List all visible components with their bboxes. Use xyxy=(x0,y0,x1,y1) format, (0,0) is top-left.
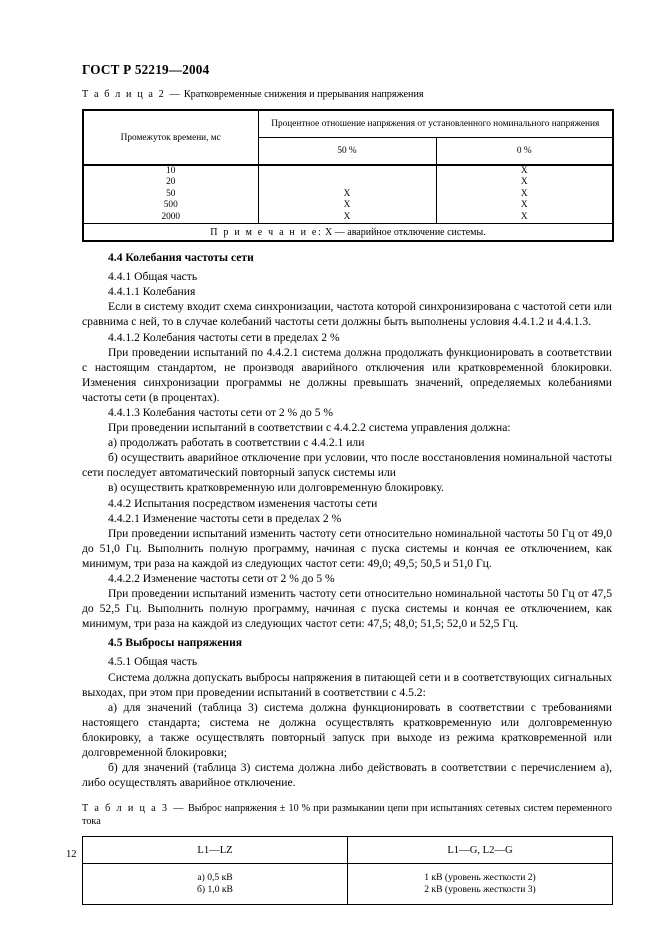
clause-4-4-1-2: 4.4.1.2 Колебания частоты сети в пределах 2 % xyxy=(108,330,340,344)
clause-4-4-2-1: 4.4.2.1 Изменение частоты сети в пределах 2 % xyxy=(108,511,342,525)
table2-col50-3: X xyxy=(343,200,351,211)
clause-4-4-2-2: 4.4.2.2 Изменение частоты сети от 2 % до 5 % xyxy=(108,572,335,585)
table2-time-4: 2000 xyxy=(161,211,181,222)
table2-time-values xyxy=(83,165,258,224)
table2-col50-0 xyxy=(259,166,436,177)
table2-header-percent: Процентное отношение напряжения от установленного номинального напряжения xyxy=(258,110,613,138)
clause-4-4-1: 4.4.1 Общая часть xyxy=(108,270,198,284)
table2-note-label: П р и м е ч а н и е: xyxy=(210,226,323,238)
table2-col50-2: X xyxy=(343,188,351,199)
list-item-4-4-1-3-a: а) продолжать работать в соответствии с 4.4.2.1 или xyxy=(108,436,365,450)
list-item-4-4-1-3-b: б) осуществить аварийное отключение при условии, что после восстановления номинальной частоты сети последует автоматический повторный запуск системы или xyxy=(82,451,612,480)
table2-body-row xyxy=(83,165,613,224)
list-item-4-5-1-a: а) для значений (таблица 3) система должна функционировать в соответствии с требованиями настоящего стандарта; система не должна осуществлять кратковременную или долговременную блокировку, а также осуществлять повторный запуск при выходе из режима кратковременной или долговременной блокировки; xyxy=(82,700,612,760)
table2-note-text: X — аварийное отключение системы. xyxy=(325,226,486,238)
page-number: 12 xyxy=(66,849,77,860)
table3-col2-1: 2 кВ (уровень жесткости 3) xyxy=(424,884,536,896)
heading-4-4: 4.4 Колебания частоты сети xyxy=(108,251,254,265)
table2-col0-3: X xyxy=(520,200,528,211)
table3-col1-0: а) 0,5 кВ xyxy=(197,872,233,884)
table2-header-sub-0: 0 % xyxy=(436,138,613,166)
table3-body-row xyxy=(83,864,613,905)
list-item-4-5-1-b: б) для значений (таблица 3) система должна либо действовать в соответствии с перечислением а), либо осуществлять аварийное отключение. xyxy=(82,761,612,790)
table2-time-3: 500 xyxy=(163,200,178,211)
clause-4-4-2: 4.4.2 Испытания посредством изменения частоты сети xyxy=(108,496,378,510)
table2-col0-0: X xyxy=(520,166,528,176)
table2-col50-values xyxy=(258,165,436,224)
paragraph-4-4-2-1: При проведении испытаний изменить частоту сети относительно номинальной частоты 50 Гц от 49,0 до 51,0 Гц. Выполнить полную программу, начиная с пуска системы и кончая ее отключением, как минимум, три раза на каждой из следующих частот сети: 49,0; 49,5; 50,5 и 51,0 Гц. xyxy=(82,526,612,570)
heading-4-5: 4.5 Выбросы напряжения xyxy=(108,636,243,650)
table3-header-col1: L1—LZ xyxy=(83,837,348,864)
paragraph-4-4-2-2: При проведении испытаний изменить частоту сети относительно номинальной частоты 50 Гц от 47,5 до 52,5 Гц. Выполнить полную программу, начиная с пуска системы и кончая ее отключением, как минимум, три раза на каждой из следующих частот сети: 47,5; 48,0; 51,5; 52,0 и 52,5 Гц. xyxy=(82,587,612,631)
list-item-4-4-1-3-v: в) осуществить кратковременную или долговременную блокировку. xyxy=(108,481,444,495)
table2 xyxy=(82,109,614,242)
table2-time-0: 10 xyxy=(166,166,176,176)
table2-caption xyxy=(82,88,612,101)
table3-header-row xyxy=(83,837,613,864)
paragraph-4-4-1-2: При проведении испытаний по 4.4.2.1 система должна продолжать функционировать в соответствии с настоящим стандартом, не производя аварийного отключения или кратковременной блокировки. Изменения синхронизации программы не должны превышать значений, определяемых колебаниями частоты сети (в процентах). xyxy=(82,345,612,404)
table2-note xyxy=(83,224,613,242)
table2-header-time: Промежуток времени, мс xyxy=(83,110,258,165)
paragraph-4-4-1-3: При проведении испытаний в соответствии с 4.4.2.2 система управления должна: xyxy=(108,421,511,435)
table3-col2-0: 1 кВ (уровень жесткости 2) xyxy=(424,872,536,884)
table3-caption-label: Т а б л и ц а 3 — xyxy=(82,803,185,815)
table3-caption xyxy=(82,802,612,828)
table3-col1-values xyxy=(83,864,348,905)
table3-col2-values xyxy=(348,864,613,905)
table2-caption-label: Т а б л и ц а 2 — xyxy=(82,89,182,100)
table2-col0-values xyxy=(436,165,613,224)
table3 xyxy=(82,836,613,905)
paragraph-4-4-1-1: Если в систему входит схема синхронизации, частота которой синхронизирована с частотой сети или сравнима с ней, то в случае колебаний частоты сети должны быть выполнены условия 4.4.1.2 и 4.4.1.3. xyxy=(82,300,612,329)
table2-header-row-1 xyxy=(83,110,613,138)
table2-col0-2: X xyxy=(520,188,528,199)
table2-header-sub-50: 50 % xyxy=(258,138,436,166)
table3-col1-1: б) 1,0 кВ xyxy=(197,884,233,896)
table2-time-1: 20 xyxy=(166,177,176,188)
table2-col50-1 xyxy=(259,177,436,188)
standard-identifier: ГОСТ Р 52219—2004 xyxy=(82,62,210,77)
clause-4-4-1-1: 4.4.1.1 Колебания xyxy=(108,285,196,299)
table2-note-row xyxy=(83,224,613,242)
table3-caption-text: Выброс напряжения ± 10 % при размыкании цепи при испытаниях сетевых систем переменного тока xyxy=(82,803,612,828)
clause-4-5-1: 4.5.1 Общая часть xyxy=(108,655,198,669)
paragraph-4-5-1: Система должна допускать выбросы напряжения в питающей сети и в соответствующих сигнальных выходах, при этом при проведении испытаний в соответствии с 4.5.2: xyxy=(82,670,612,699)
table2-time-2: 50 xyxy=(166,188,176,199)
table2-col50-4: X xyxy=(343,211,351,222)
table3-header-col2: L1—G, L2—G xyxy=(348,837,613,864)
table2-col0-4: X xyxy=(520,211,528,222)
table2-caption-text: Кратковременные снижения и прерывания напряжения xyxy=(183,89,424,100)
clause-4-4-1-3: 4.4.1.3 Колебания частоты сети от 2 % до 5 % xyxy=(108,405,334,419)
table2-col0-1: X xyxy=(520,177,528,188)
